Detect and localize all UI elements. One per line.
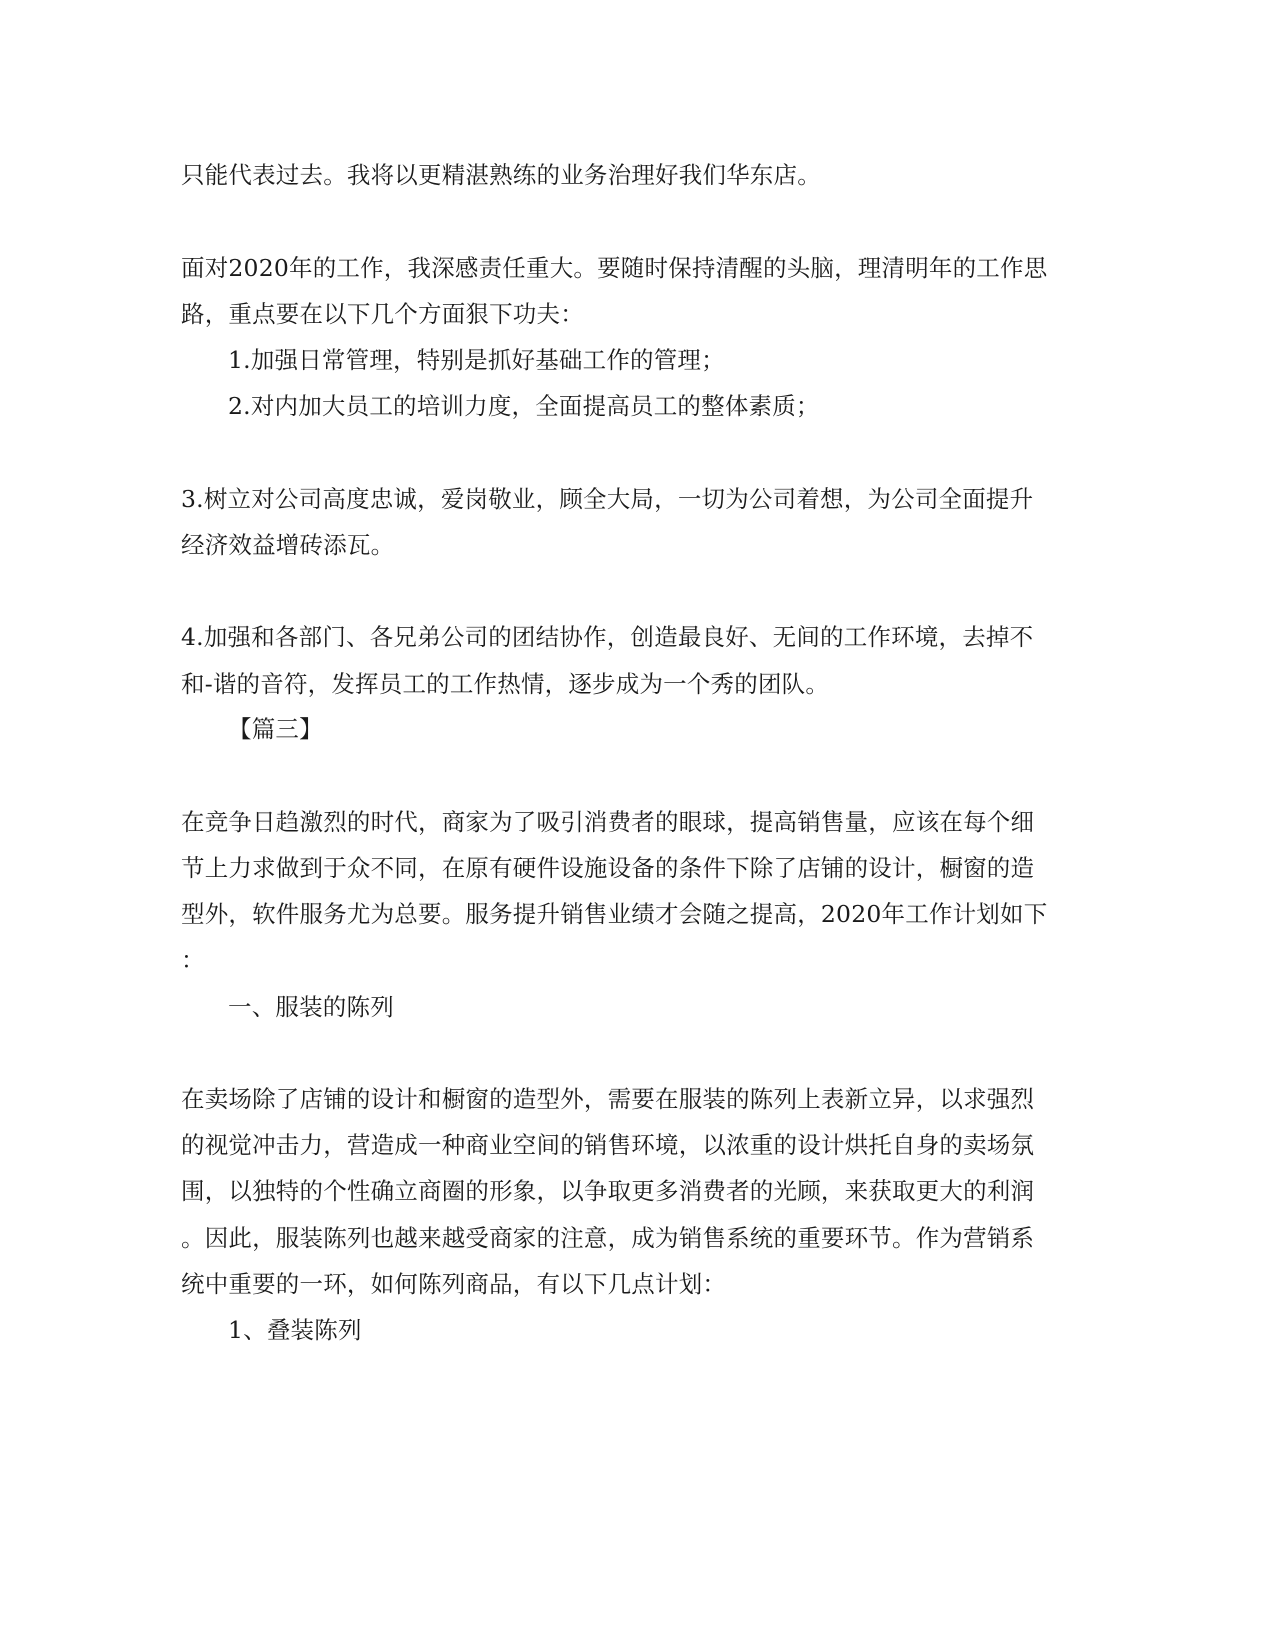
- list-item: 2.对内加大员工的培训力度，全面提高员工的整体素质；: [228, 392, 820, 420]
- text-line: 型外，软件服务尤为总要。服务提升销售业绩才会随之提高，2020年工作计划如下: [181, 900, 1048, 928]
- text-line: 在卖场除了店铺的设计和橱窗的造型外，需要在服装的陈列上表新立异，以求强烈: [181, 1085, 1035, 1113]
- text-line: 路，重点要在以下几个方面狠下功夫：: [181, 300, 584, 328]
- text-line: ：: [181, 946, 205, 974]
- text-line: 在竞争日趋激烈的时代，商家为了吸引消费者的眼球，提高销售量，应该在每个细: [181, 808, 1035, 836]
- subheading: 一、服装的陈列: [228, 993, 394, 1021]
- section-heading: 【篇三】: [228, 715, 323, 743]
- text-line: 。因此，服装陈列也越来越受商家的注意，成为销售系统的重要环节。作为营销系: [181, 1224, 1035, 1252]
- list-item: 1.加强日常管理，特别是抓好基础工作的管理；: [228, 346, 725, 374]
- text-line: 的视觉冲击力，营造成一种商业空间的销售环境，以浓重的设计烘托自身的卖场氛: [181, 1131, 1035, 1159]
- text-line: 统中重要的一环，如何陈列商品，有以下几点计划：: [181, 1270, 727, 1298]
- text-line: 和-谐的音符，发挥员工的工作热情，逐步成为一个秀的团队。: [181, 670, 830, 698]
- subheading: 1、叠装陈列: [228, 1316, 362, 1344]
- text-line: 3.树立对公司高度忠诚，爱岗敬业，顾全大局，一切为公司着想，为公司全面提升: [181, 485, 1034, 513]
- text-line: 围，以独特的个性确立商圈的形象，以争取更多消费者的光顾，来获取更大的利润: [181, 1177, 1035, 1205]
- text-line: 面对2020年的工作，我深感责任重大。要随时保持清醒的头脑，理清明年的工作思: [181, 254, 1048, 282]
- text-line: 经济效益增砖添瓦。: [181, 531, 395, 559]
- text-line: 节上力求做到于众不同，在原有硬件设施设备的条件下除了店铺的设计，橱窗的造: [181, 854, 1035, 882]
- text-line: 4.加强和各部门、各兄弟公司的团结协作，创造最良好、无间的工作环境，去掉不: [181, 623, 1034, 651]
- text-line: 只能代表过去。我将以更精湛熟练的业务治理好我们华东店。: [181, 161, 821, 189]
